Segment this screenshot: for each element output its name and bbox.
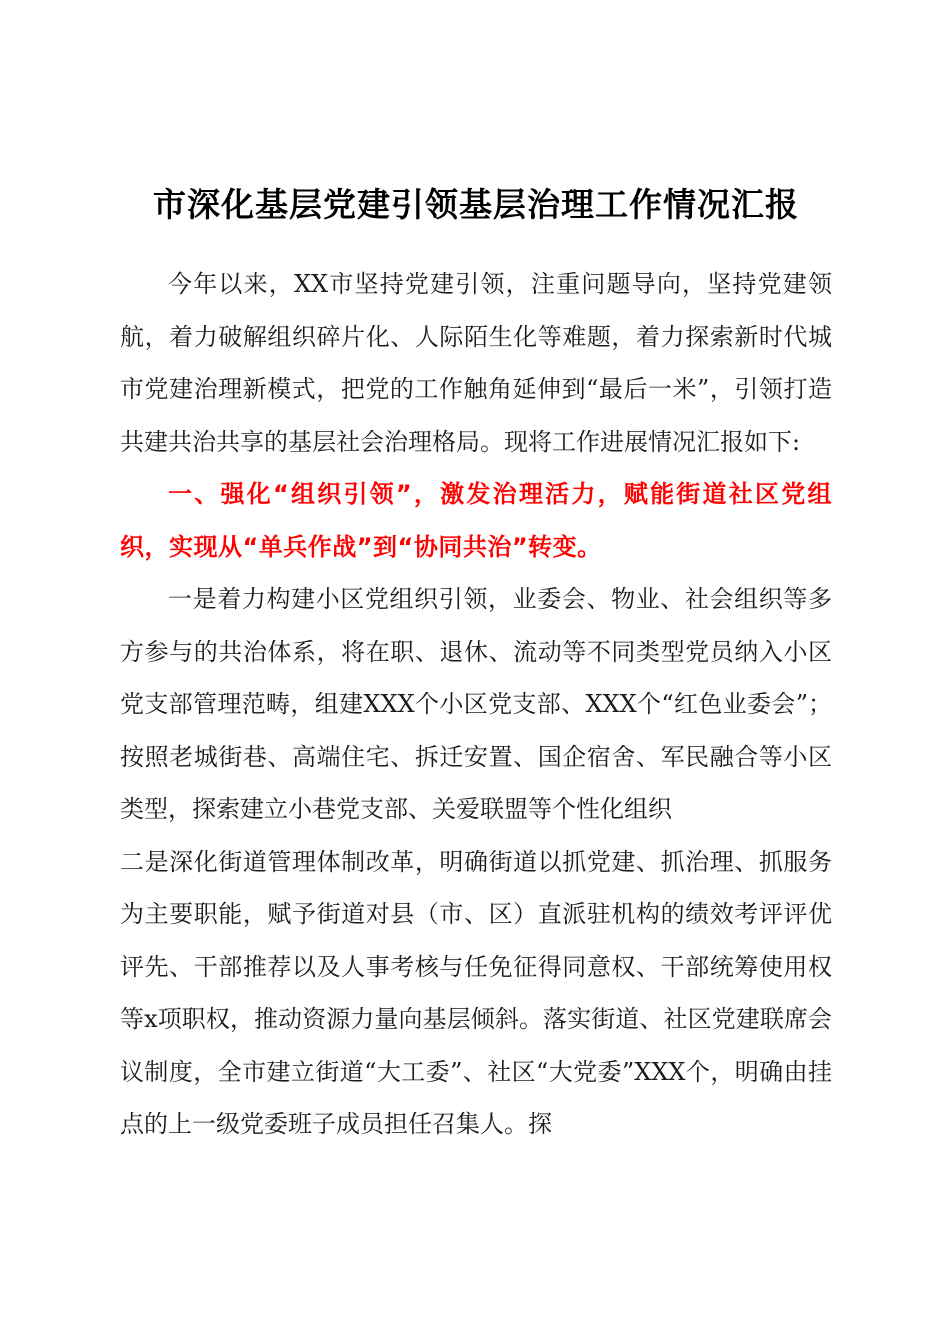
body-paragraph-1: 一是着力构建小区党组织引领，业委会、物业、社会组织等多方参与的共治体系，将在职、退休、流动等不同类型党员纳入小区党支部管理范畴，组建XXX个小区党支部、XXX个“红色业委会”；按照老城街巷、高端住宅、拆迁安置、国企宿舍、军民融合等小区类型，探索建立小巷党支部、关爱联盟等个性化组织 — [120, 585, 832, 823]
document-body — [120, 258, 832, 1151]
intro-paragraph: 今年以来，XX市坚持党建引领，注重问题导向，坚持党建领航，着力破解组织碎片化、人际陌生化等难题，着力探索新时代城市党建治理新模式，把党的工作触角延伸到“最后一米”，引领打造共建共治共享的基层社会治理格局。现将工作进展情况汇报如下: — [120, 270, 832, 456]
body-paragraph-2: 二是深化街道管理体制改革，明确街道以抓党建、抓治理、抓服务为主要职能，赋予街道对县（市、区）直派驻机构的绩效考评评优评先、干部推荐以及人事考核与任免征得同意权、干部统筹使用权等x项职权，推动资源力量向基层倾斜。落实街道、社区党建联席会议制度，全市建立街道“大工委”、社区“大党委”XXX个，明确由挂点的上一级党委班子成员担任召集人。探 — [120, 847, 832, 1138]
section-heading: 一、强化“组织引领”，激发治理活力，赋能街道社区党组织，实现从“单兵作战”到“协同共治”转变。 — [120, 480, 832, 561]
document-title: 市深化基层党建引领基层治理工作情况汇报 — [153, 185, 799, 224]
